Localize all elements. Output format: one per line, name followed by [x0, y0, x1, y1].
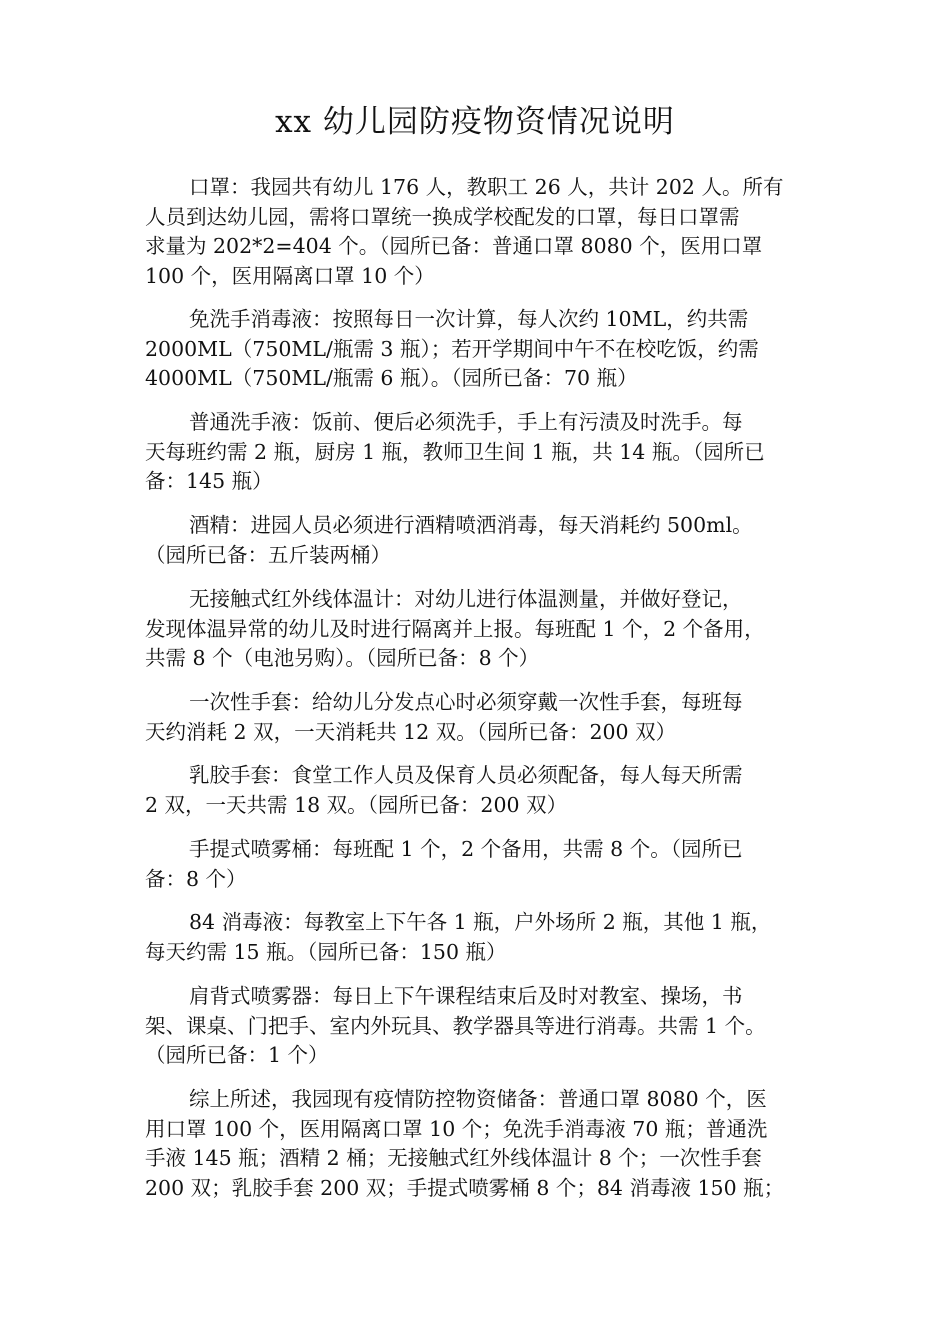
paragraph-line: 架、课桌、门把手、室内外玩具、教学器具等进行消毒。共需 1 个。	[145, 1013, 766, 1038]
paragraph-disposable-gloves	[145, 688, 825, 747]
paragraph-line: 发现体温异常的幼儿及时进行隔离并上报。每班配 1 个，2 个备用，	[145, 616, 765, 641]
paragraph-line: （园所已备：五斤装两桶）	[145, 542, 391, 567]
paragraph-line: 4000ML（750ML/瓶需 6 瓶）。（园所已备：70 瓶）	[145, 366, 638, 390]
paragraph-84-disinfectant	[145, 908, 825, 967]
paragraph-line: 肩背式喷雾器：每日上下午课程结束后及时对教室、操场，书	[189, 984, 743, 1008]
paragraph-line: 免洗手消毒液：按照每日一次计算，每人次约 10ML，约共需	[189, 307, 749, 331]
paragraph-summary	[145, 1085, 825, 1203]
paragraph-line: 2000ML（750ML/瓶需 3 瓶）；若开学期间中午不在校吃饭，约需	[145, 336, 759, 361]
paragraph-spray-bucket	[145, 835, 825, 894]
paragraph-line: 84 消毒液：每教室上下午各 1 瓶，户外场所 2 瓶，其他 1 瓶，	[189, 910, 772, 934]
paragraph-line: 口罩：我园共有幼儿 176 人，教职工 26 人，共计 202 人。所有	[189, 175, 784, 199]
paragraph-line: 手液 145 瓶；酒精 2 桶；无接触式红外线体温计 8 个；一次性手套	[145, 1146, 762, 1170]
paragraph-line: 酒精：进园人员必须进行酒精喷洒消毒，每天消耗约 500ml。	[189, 513, 753, 537]
paragraph-line: 天约消耗 2 双，一天消耗共 12 双。（园所已备：200 双）	[145, 719, 677, 744]
paragraph-line: 每天约需 15 瓶。（园所已备：150 瓶）	[145, 939, 507, 964]
paragraph-line: 2 双，一天共需 18 双。（园所已备：200 双）	[145, 792, 568, 817]
paragraph-line: 乳胶手套：食堂工作人员及保育人员必须配备，每人每天所需	[189, 763, 743, 787]
document-title: xx 幼儿园防疫物资情况说明	[275, 104, 675, 140]
paragraph-line: 用口罩 100 个，医用隔离口罩 10 个；免洗手消毒液 70 瓶；普通洗	[145, 1116, 768, 1141]
paragraph-line: 无接触式红外线体温计：对幼儿进行体温测量，并做好登记，	[189, 587, 743, 611]
paragraph-thermometer	[145, 585, 825, 674]
paragraph-line: （园所已备：1 个）	[145, 1043, 329, 1067]
paragraph-line: 共需 8 个（电池另购）。（园所已备：8 个）	[145, 646, 540, 670]
paragraph-hand-soap	[145, 408, 825, 497]
paragraph-line: 求量为 202*2=404 个。（园所已备：普通口罩 8080 个，医用口罩	[145, 234, 763, 258]
paragraph-alcohol	[145, 511, 825, 570]
paragraph-line: 普通洗手液：饭前、便后必须洗手，手上有污渍及时洗手。每	[189, 410, 743, 434]
paragraph-latex-gloves	[145, 761, 825, 820]
paragraph-line: 200 双；乳胶手套 200 双；手提式喷雾桶 8 个；84 消毒液 150 瓶；	[145, 1175, 785, 1200]
paragraph-line: 一次性手套：给幼儿分发点心时必须穿戴一次性手套，每班每	[189, 690, 743, 714]
paragraph-line: 备：145 瓶）	[145, 469, 273, 493]
paragraph-hand-sanitizer	[145, 305, 825, 394]
paragraph-line: 备：8 个）	[145, 866, 247, 891]
paragraph-masks	[145, 173, 825, 291]
paragraph-line: 人员到达幼儿园，需将口罩统一换成学校配发的口罩，每日口罩需	[145, 204, 740, 229]
paragraph-backpack-sprayer	[145, 982, 825, 1071]
paragraph-line: 100 个，医用隔离口罩 10 个）	[145, 263, 435, 288]
paragraph-line: 综上所述，我园现有疫情防控物资储备：普通口罩 8080 个，医	[189, 1087, 767, 1111]
paragraph-line: 天每班约需 2 瓶，厨房 1 瓶，教师卫生间 1 瓶，共 14 瓶。（园所已	[145, 439, 765, 464]
paragraph-line: 手提式喷雾桶：每班配 1 个，2 个备用，共需 8 个。（园所已	[189, 837, 743, 861]
